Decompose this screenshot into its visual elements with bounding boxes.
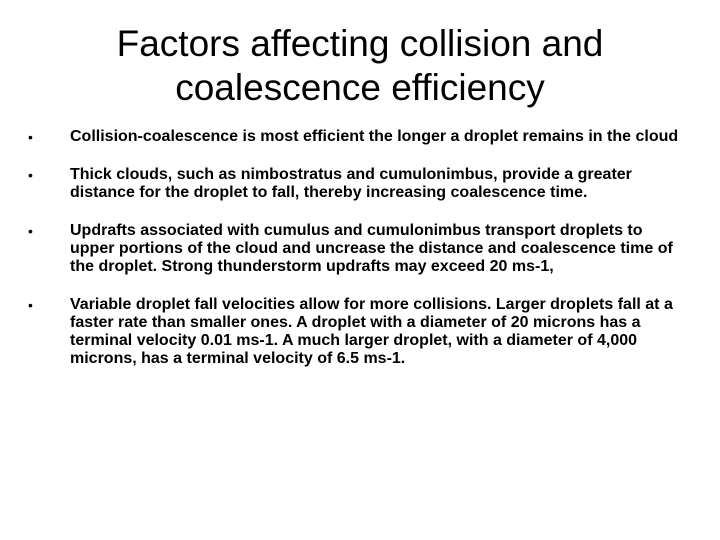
bullet-icon: • [28,129,33,145]
bullet-text: Collision-coalescence is most efficient the longer a droplet remains in the cloud [70,128,679,145]
bullet-list [0,128,720,388]
bullet-item [0,166,720,202]
bullet-text: Thick clouds, such as nimbostratus and cumulonimbus, provide a greater distance for the droplet to fall, thereby increasing coalescence time. [70,166,632,201]
bullet-icon: • [28,297,33,313]
bullet-icon: • [28,223,33,239]
bullet-icon: • [28,167,33,183]
bullet-text: Variable droplet fall velocities allow for more collisions. Larger droplets fall at a faster rate than smaller ones. A droplet with a diameter of 20 microns has a terminal velocity 0.01 ms-1. A much larger droplet, with a diameter of 4,000 microns, has a terminal velocity of 6.5 ms-1. [70,296,673,367]
slide-title: Factors affecting collision and coalescence efficiency [116,23,604,108]
bullet-item [0,222,720,276]
bullet-item [0,128,720,146]
bullet-text: Updrafts associated with cumulus and cumulonimbus transport droplets to upper portions of the cloud and uncrease the distance and coalescence time of the droplet. Strong thunderstorm updrafts may exceed 20 ms-1, [70,222,673,275]
bullet-item [0,296,720,368]
